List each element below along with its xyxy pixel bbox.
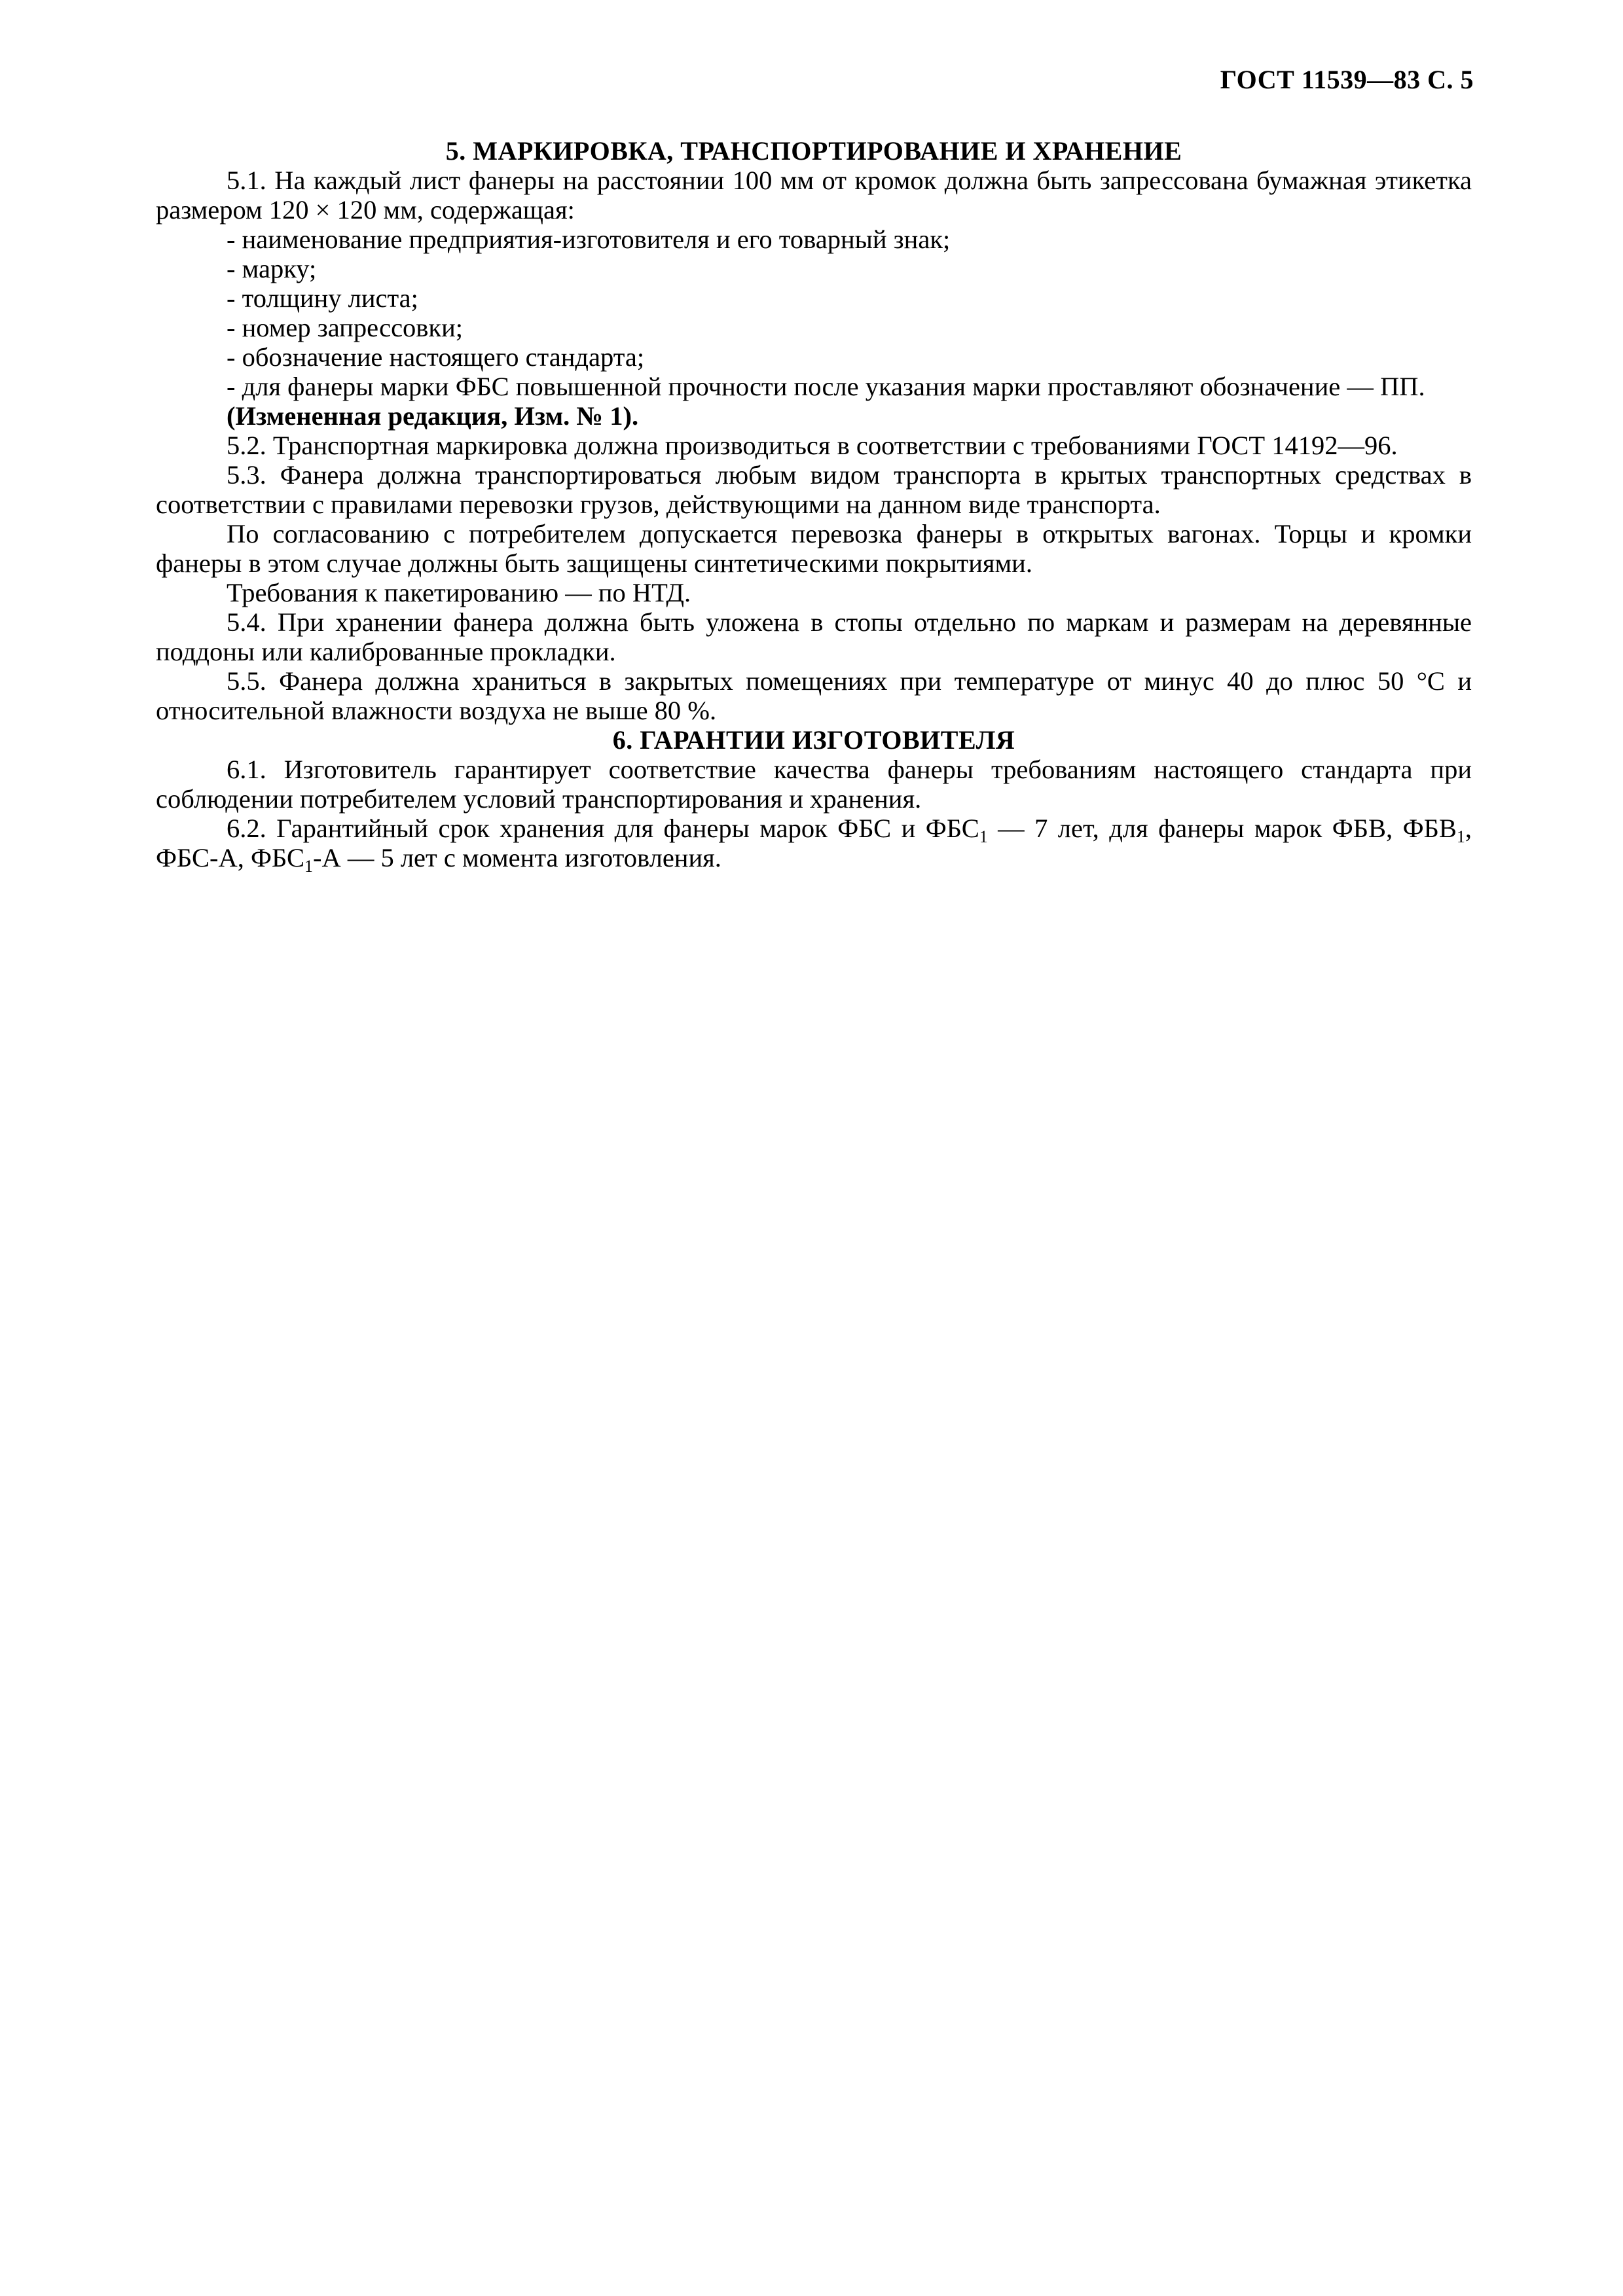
paragraph-6-2 — [156, 814, 1472, 876]
document-body — [156, 136, 1472, 876]
section-6-title: 6. ГАРАНТИИ ИЗГОТОВИТЕЛЯ — [612, 725, 1015, 755]
text-run: — 7 лет, для фанеры марок ФБВ, ФБВ — [987, 814, 1457, 843]
paragraph-5-2: 5.2. Транспортная маркировка должна производиться в соответствии с требованиями ГОСТ 14192—96. — [227, 431, 1398, 460]
paragraph-5-3-agreement: По согласованию с потребителем допускается перевозка фанеры в открытых вагонах. Торцы и кромки фанеры в этом случае должны быть защищены синтетическими покрытиями. — [156, 519, 1472, 578]
list-item: - номер запрессовки; — [227, 313, 464, 342]
list-item: - толщину листа; — [227, 283, 418, 313]
paragraph-5-3: 5.3. Фанера должна транспортироваться любым видом транспорта в крытых транспортных средствах в соответствии с правилами перевозки грузов, действующими на данном виде транспорта. — [156, 460, 1472, 519]
paragraph-5-3-packaging: Требования к пакетированию — по НТД. — [227, 578, 691, 607]
list-item: - марку; — [227, 254, 317, 283]
paragraph-5-5: 5.5. Фанера должна храниться в закрытых помещениях при температуре от минус 40 до плюс 50 °С и относительной влажности воздуха не выше 80 %. — [156, 666, 1472, 725]
subscript: 1 — [304, 857, 313, 876]
list-item: - для фанеры марки ФБС повышенной прочности после указания марки проставляют обозначение — ПП. — [227, 372, 1425, 401]
paragraph-5-1: 5.1. На каждый лист фанеры на расстоянии 100 мм от кромок должна быть запрессована бумажная этикетка размером 120 × 120 мм, содержащая: — [156, 166, 1472, 224]
subscript: 1 — [979, 827, 988, 846]
subscript: 1 — [1456, 827, 1465, 846]
list-item: - обозначение настоящего стандарта; — [227, 342, 645, 372]
text-run: , ФБС-А, ФБС — [156, 814, 1472, 872]
text-run: -А — 5 лет с момента изготовления. — [312, 843, 721, 872]
paragraph-6-1: 6.1. Изготовитель гарантирует соответствие качества фанеры требованиям настоящего стандарта при соблюдении потребителем условий транспортирования и хранения. — [156, 755, 1472, 814]
page-header: ГОСТ 11539—83 С. 5 — [1220, 65, 1474, 94]
paragraph-5-4: 5.4. При хранении фанера должна быть уложена в стопы отдельно по маркам и размерам на деревянные поддоны или калиброванные прокладки. — [156, 607, 1472, 666]
text-run: 6.2. Гарантийный срок хранения для фанеры марок ФБС и ФБС — [227, 814, 979, 843]
section-5-title: 5. МАРКИРОВКА, ТРАНСПОРТИРОВАНИЕ И ХРАНЕНИЕ — [445, 136, 1182, 166]
list-item: - наименование предприятия-изготовителя и его товарный знак; — [227, 224, 951, 254]
amendment-note: (Измененная редакция, Изм. № 1). — [227, 401, 639, 431]
